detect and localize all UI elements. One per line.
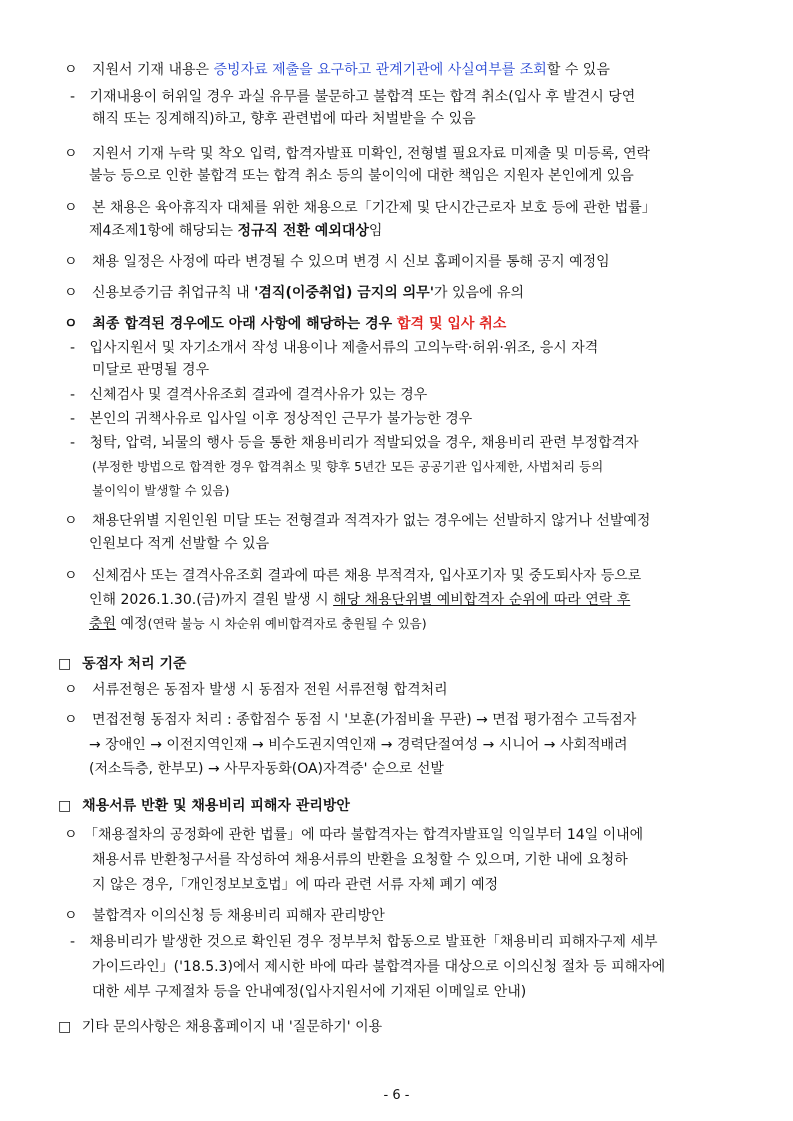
- text: 임: [368, 223, 383, 239]
- circle-bullet: ㅇ: [64, 568, 78, 584]
- text-underlined: 충원: [89, 616, 117, 632]
- bullet-line: [64, 61, 610, 79]
- circle-bullet: ㅇ: [64, 682, 78, 698]
- box-marker: □: [58, 656, 72, 672]
- text: (부정한 방법으로 합격한 경우 합격취소 및 향후 5년간 모든 공공기관 입사제한, 사법처리 등의: [92, 459, 604, 474]
- dash-line: [70, 410, 472, 428]
- circle-bullet: ㅇ: [64, 254, 78, 270]
- text: 제4조제1항에 해당되는: [89, 223, 238, 239]
- dash-bullet: -: [70, 340, 76, 356]
- text-small: (연락 불능 시 차순위 예비합격자로 충원될 수 있음): [147, 616, 427, 631]
- text: 서류전형은 동점자 발생 시 동점자 전원 서류전형 합격처리: [91, 682, 448, 698]
- heading-text: 채용서류 반환 및 채용비리 피해자 관리방안: [82, 798, 350, 814]
- continuation-line: [89, 615, 427, 633]
- circle-bullet: ㅇ: [64, 827, 78, 843]
- continuation-line: [89, 760, 444, 778]
- box-marker: □: [58, 798, 72, 814]
- page-number: - 6 -: [383, 1088, 410, 1103]
- text: 기재내용이 허위일 경우 과실 유무를 불문하고 불합격 또는 합격 취소(입사 후 발견시 당연: [89, 89, 636, 105]
- continuation-line: [92, 110, 476, 128]
- circle-bullet: ㅇ: [64, 200, 78, 216]
- text: 지원서 기재 내용은: [91, 62, 214, 78]
- dash-bullet: -: [70, 89, 76, 105]
- dash-line: [70, 434, 639, 452]
- bullet-line: [64, 826, 643, 844]
- dash-bullet: -: [70, 934, 76, 950]
- continuation-line: [92, 361, 209, 379]
- text: 채용비리가 발생한 것으로 확인된 경우 정부부처 합동으로 발표한「채용비리 피해자구제 세부: [89, 934, 658, 950]
- continuation-line: [92, 851, 628, 869]
- circle-bullet: ㅇ: [64, 62, 78, 78]
- continuation-line: [92, 482, 230, 500]
- text: 신체검사 또는 결격사유조회 결과에 따른 채용 부적격자, 입사포기자 및 중도퇴사자 등으로: [91, 568, 642, 584]
- bullet-line: [64, 711, 636, 729]
- text: 「채용절차의 공정화에 관한 법률」에 따라 불합격자는 합격자발표일 익일부터 14일 이내에: [83, 827, 644, 843]
- dash-bullet: -: [70, 435, 76, 451]
- text: 본 채용은 육아휴직자 대체를 위한 채용으로「기간제 및 단시간근로자 보호 등에 관한 법률」: [91, 200, 656, 216]
- text: 가 있음에 유의: [434, 285, 525, 301]
- text: 불능 등으로 인한 불합격 또는 합격 취소 등의 불이익에 대한 책임은 지원자 본인에게 있음: [89, 168, 634, 184]
- text: 면접전형 동점자 처리 : 종합점수 동점 시 '보훈(가점비율 무관) → 면접 평가점수 고득점자: [91, 712, 637, 728]
- continuation-line: [92, 983, 526, 1001]
- dash-bullet: -: [70, 411, 76, 427]
- dash-line: [70, 386, 427, 404]
- dash-line: [70, 88, 635, 106]
- section-heading: [58, 797, 350, 815]
- text: 불합격자 이의신청 등 채용비리 피해자 관리방안: [91, 908, 385, 924]
- heading-text: 기타 문의사항은 채용홈페이지 내 '질문하기' 이용: [81, 1019, 383, 1035]
- text-underlined: 해당 채용단위별 예비합격자 순위에 따라 연락 후: [333, 592, 631, 608]
- continuation-line: [89, 736, 628, 754]
- text: → 장애인 → 이전지역인재 → 비수도권지역인재 → 경력단절여성 → 시니어 → 사회적배려: [89, 737, 628, 753]
- bullet-line: [64, 284, 524, 302]
- text: 신용보증기금 취업규칙 내: [91, 285, 255, 301]
- text-bold: '겸직(이중취업) 금지의 의무': [254, 285, 434, 301]
- continuation-line: [89, 222, 382, 240]
- circle-bullet: ㅇ: [64, 316, 78, 332]
- circle-bullet: ㅇ: [64, 908, 78, 924]
- text: 미달로 판명될 경우: [92, 362, 210, 378]
- text: 지 않은 경우,「개인정보보호법」에 따라 관련 서류 자체 폐기 예정: [92, 877, 499, 893]
- bullet-line: [64, 145, 650, 163]
- bullet-line: [64, 681, 448, 699]
- dash-line: [70, 933, 657, 951]
- continuation-line: [92, 876, 498, 894]
- text-highlight-blue: 증빙자료 제출을 요구하고 관계기관에 사실여부를 조회: [213, 62, 547, 78]
- text-bold: 최종 합격된 경우에도 아래 사항에 해당하는 경우: [92, 316, 398, 332]
- text: (저소득층, 한부모) → 사무자동화(OA)자격증' 순으로 선발: [89, 761, 444, 777]
- text: 본인의 귀책사유로 입사일 이후 정상적인 근무가 불가능한 경우: [89, 411, 473, 427]
- text: 채용단위별 지원인원 미달 또는 전형결과 적격자가 없는 경우에는 선발하지 않거나 선발예정: [91, 513, 651, 529]
- text: 채용 일정은 사정에 따라 변경될 수 있으며 변경 시 신보 홈페이지를 통해 공지 예정임: [91, 254, 610, 270]
- text: 대한 세부 구제절차 등을 안내예정(입사지원서에 기재된 이메일로 안내): [92, 984, 527, 1000]
- dash-bullet: -: [70, 387, 76, 403]
- dash-line: [70, 339, 598, 357]
- section-heading: [58, 1018, 382, 1036]
- text: 해직 또는 징계해직)하고, 향후 관련법에 따라 처벌받을 수 있음: [92, 111, 476, 127]
- text-bold: 정규직 전환 예외대상: [237, 223, 369, 239]
- bullet-line: [64, 567, 641, 585]
- text: 가이드라인」('18.5.3)에서 제시한 바에 따라 불합격자를 대상으로 이의신청 절차 등 피해자에: [92, 959, 666, 975]
- text-highlight-red: 합격 및 입사 취소: [397, 316, 507, 332]
- text: 할 수 있음: [546, 62, 610, 78]
- circle-bullet: ㅇ: [64, 146, 78, 162]
- text: 불이익이 발생할 수 있음): [92, 483, 230, 498]
- heading-text: 동점자 처리 기준: [82, 656, 187, 672]
- bullet-line: [64, 907, 385, 925]
- continuation-line: [92, 458, 603, 476]
- box-marker: □: [58, 1019, 72, 1035]
- continuation-line: [92, 958, 665, 976]
- continuation-line: [89, 167, 634, 185]
- section-heading: [58, 655, 187, 673]
- circle-bullet: ㅇ: [64, 285, 78, 301]
- bullet-line: [64, 199, 656, 217]
- bullet-line: [64, 512, 650, 530]
- text: 채용서류 반환청구서를 작성하여 채용서류의 반환을 요청할 수 있으며, 기한 내에 요청하: [92, 852, 628, 868]
- bullet-line: [64, 315, 506, 333]
- text: 인해 2026.1.30.(금)까지 결원 발생 시: [89, 592, 334, 608]
- continuation-line: [89, 591, 630, 609]
- text: 신체검사 및 결격사유조회 결과에 결격사유가 있는 경우: [89, 387, 428, 403]
- circle-bullet: ㅇ: [64, 513, 78, 529]
- bullet-line: [64, 253, 610, 271]
- text: 인원보다 적게 선발할 수 있음: [89, 536, 270, 552]
- text: 청탁, 압력, 뇌물의 행사 등을 통한 채용비리가 적발되었을 경우, 채용비리 관련 부정합격자: [89, 435, 639, 451]
- text: 예정: [116, 616, 148, 632]
- circle-bullet: ㅇ: [64, 712, 78, 728]
- text: 지원서 기재 누락 및 착오 입력, 합격자발표 미확인, 전형별 필요자료 미제출 및 미등록, 연락: [91, 146, 651, 162]
- continuation-line: [89, 535, 269, 553]
- text: 입사지원서 및 자기소개서 작성 내용이나 제출서류의 고의누락·허위·위조, 응시 자격: [89, 340, 599, 356]
